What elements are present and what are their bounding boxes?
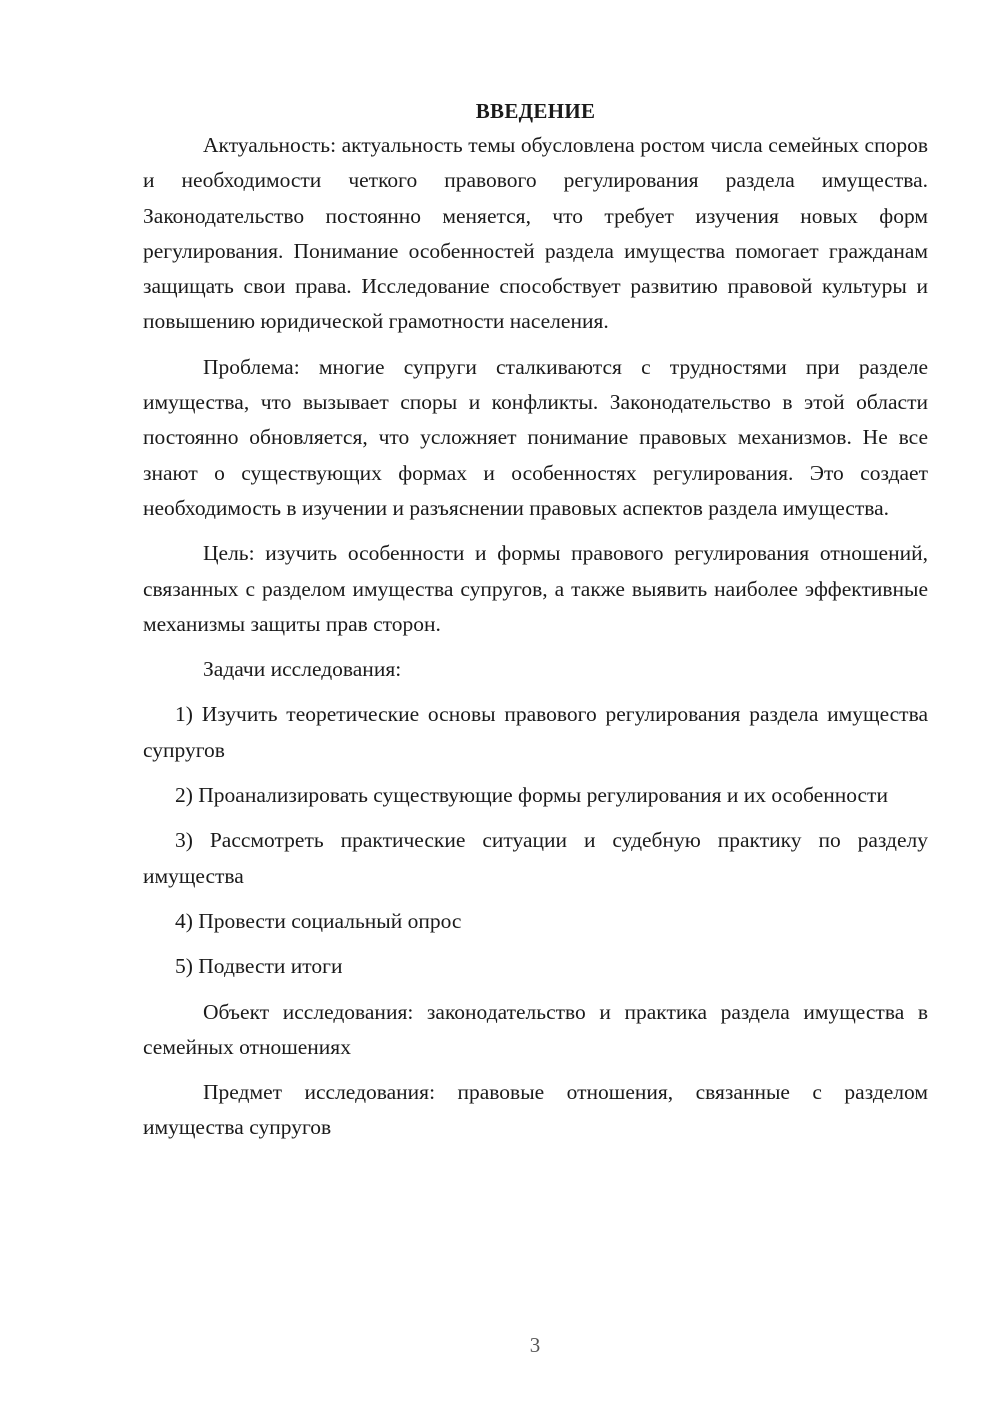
page-number: 3	[529, 1333, 541, 1357]
paragraph-object: Объект исследования: законодательство и практика раздела имущества в семейных отношениях	[143, 999, 928, 1059]
page-title: ВВЕДЕНИЕ	[475, 99, 596, 123]
task-item: 2) Проанализировать существующие формы регулирования и их особенности	[175, 783, 888, 808]
task-item: 1) Изучить теоретические основы правового регулирования раздела имущества супругов	[143, 702, 928, 762]
paragraph-subject: Предмет исследования: правовые отношения, связанные с разделом имущества супругов	[143, 1080, 928, 1140]
task-item: 4) Провести социальный опрос	[175, 908, 462, 933]
tasks-title: Задачи исследования:	[203, 657, 402, 682]
paragraph-goal: Цель: изучить особенности и формы правового регулирования отношений, связанных с разделом имущества супругов, а также выявить наиболее эффективные механизмы защиты прав сторон.	[143, 541, 928, 636]
task-item: 3) Рассмотреть практические ситуации и судебную практику по разделу имущества	[143, 828, 928, 888]
paragraph-problem: Проблема: многие супруги сталкиваются с трудностями при разделе имущества, что вызывает споры и конфликты. Законодательство в этой области постоянно обновляется, что усложняет понимание правовых механизмов. Не все знают о существующих формах и особенностях регулирования. Это создает необходимость в изучении и разъяснении правовых аспектов раздела имущества.	[143, 354, 928, 520]
document-page	[143, 94, 928, 1156]
paragraph-relevance: Актуальность: актуальность темы обусловлена ростом числа семейных споров и необходимости четкого правового регулирования раздела имущества. Законодательство постоянно меняется, что требует изучения новых форм регулирования. Понимание особенностей раздела имущества помогает гражданам защищать свои права. Исследование способствует развитию правовой культуры и повышению юридической грамотности населения.	[143, 133, 928, 334]
task-item: 5) Подвести итоги	[175, 954, 343, 979]
